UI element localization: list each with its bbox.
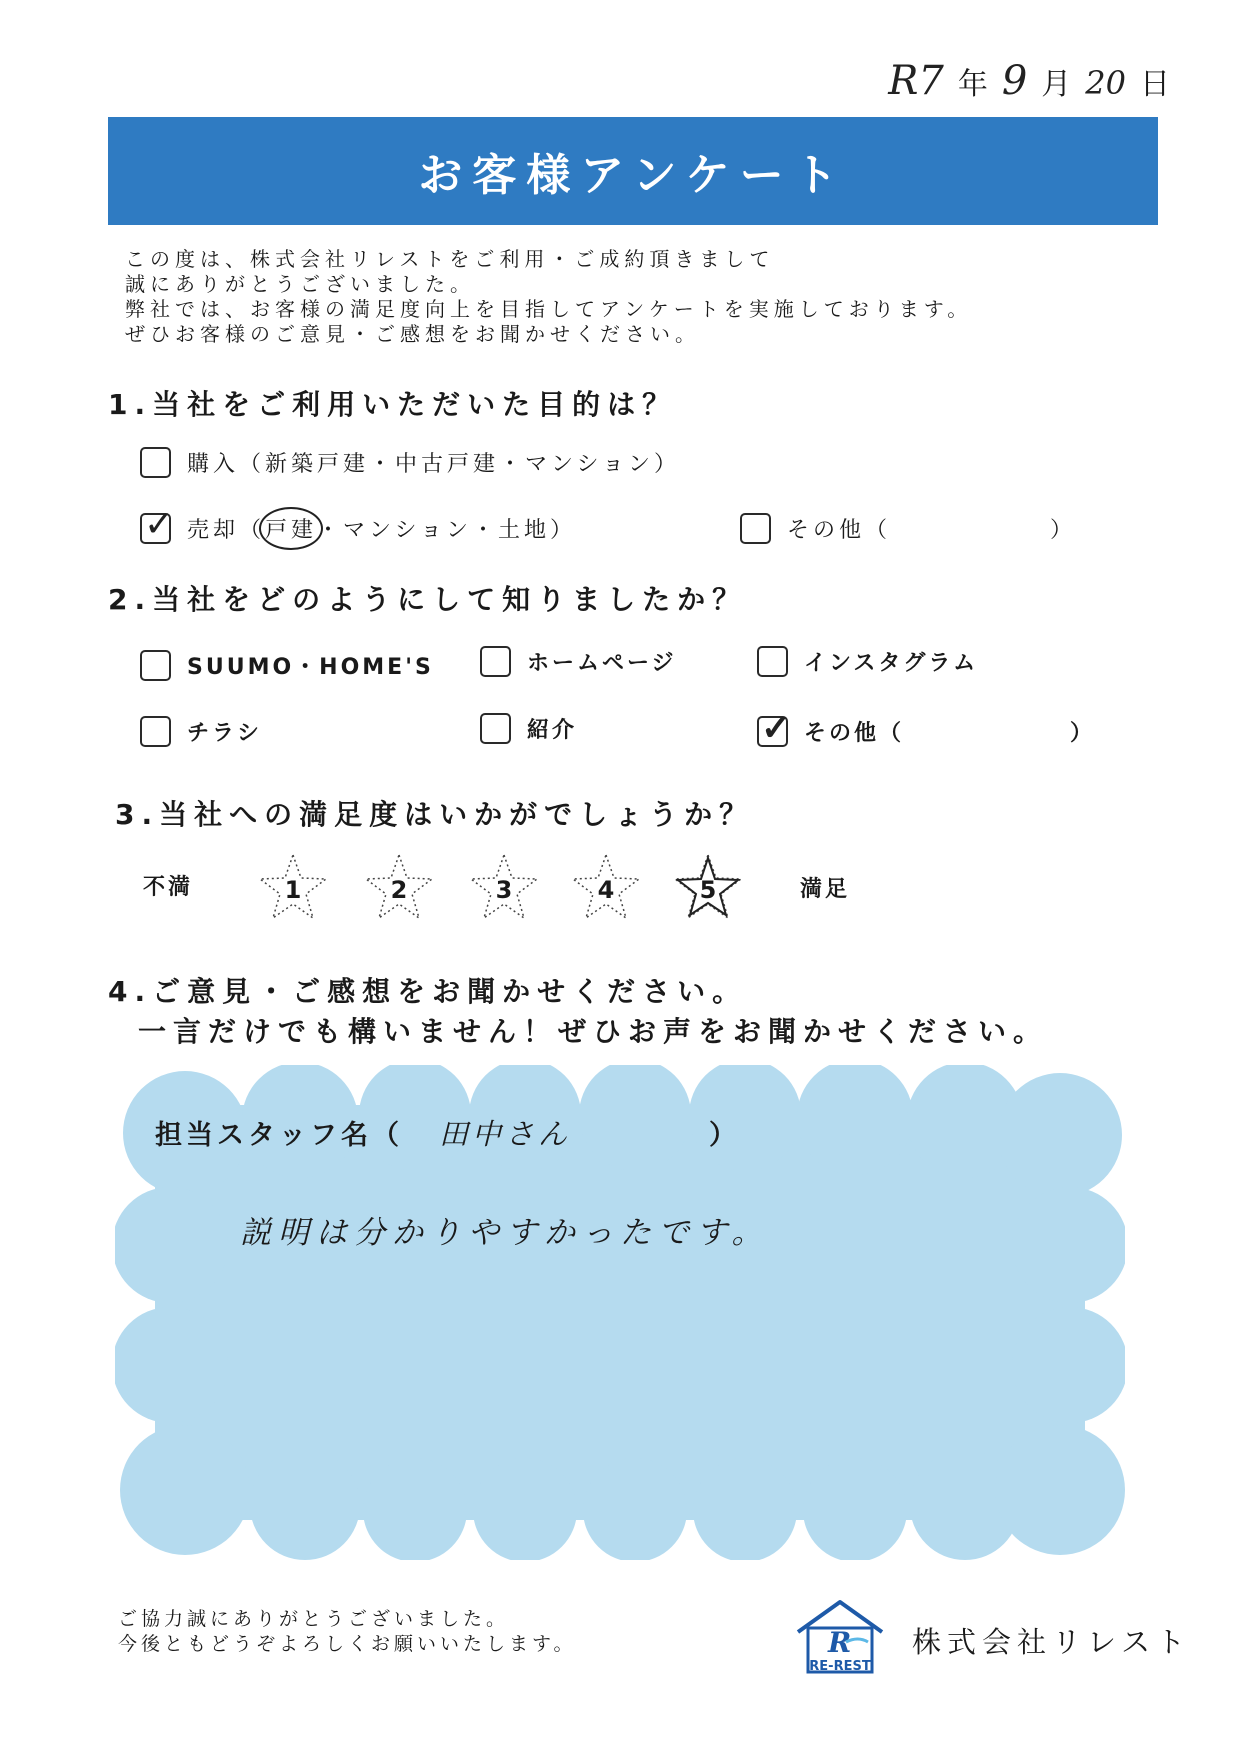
rating-star-4[interactable] xyxy=(570,852,642,922)
option-instagram-label: インスタグラム xyxy=(804,651,979,676)
option-referral-label: 紹介 xyxy=(527,718,578,743)
option-suumo-label: SUUMO・HOME'S xyxy=(187,655,434,680)
option-sale-prefix: 売却（ xyxy=(187,518,266,543)
option-suumo[interactable] xyxy=(140,650,434,681)
rating-star-number: 3 xyxy=(495,876,513,904)
rating-star-1[interactable] xyxy=(257,852,329,922)
footer-thanks xyxy=(118,1607,576,1657)
option-q1-other[interactable] xyxy=(740,513,891,544)
option-sale-suffix: ・マンション・土地） xyxy=(317,518,577,543)
rating-star-2[interactable] xyxy=(363,852,435,922)
company-name: 株式会社リレスト xyxy=(912,1625,1192,1659)
option-flyer-label: チラシ xyxy=(187,721,263,746)
rating-star-3[interactable] xyxy=(468,852,540,922)
checkbox-referral[interactable] xyxy=(480,713,511,744)
footer-line: ご協力誠にありがとうございました。 xyxy=(118,1608,510,1630)
option-q2-other-label: その他（ xyxy=(804,721,905,746)
option-q1-other-label: その他（ xyxy=(787,518,892,543)
option-sale-circled: 戸建 xyxy=(265,513,317,544)
option-q2-other[interactable] xyxy=(757,707,905,749)
company-logo xyxy=(790,1596,890,1678)
intro-line: 弊社では、お客様の満足度向上を目指してアンケートを実施しております。 xyxy=(125,297,973,321)
checkbox-instagram[interactable] xyxy=(757,646,788,677)
rating-star-number: 5 xyxy=(699,876,717,904)
checkbox-purchase[interactable] xyxy=(140,447,171,478)
logo-text: RE-REST xyxy=(809,1659,871,1674)
svg-text:R: R xyxy=(828,1626,852,1659)
checkbox-q2-other[interactable] xyxy=(757,707,795,749)
question-1: 1.当社をご利用いただいた目的は？ xyxy=(108,388,678,421)
option-sale[interactable] xyxy=(140,504,577,545)
check-mark-icon: ✓ xyxy=(761,707,795,749)
option-flyer[interactable] xyxy=(140,716,262,747)
rating-high-label: 満足 xyxy=(800,877,851,902)
date-era-year: R7 xyxy=(888,58,944,104)
intro-line: この度は、株式会社リレストをご利用・ご成約頂きまして xyxy=(125,247,775,271)
staff-name-line xyxy=(155,1112,740,1153)
intro-line: 誠にありがとうございました。 xyxy=(125,272,475,296)
date-month-unit: 月 xyxy=(1041,67,1072,102)
option-purchase-label: 購入（新築戸建・中古戸建・マンション） xyxy=(187,452,681,477)
intro-text xyxy=(125,247,972,347)
staff-label: 担当スタッフ名（ xyxy=(155,1120,403,1151)
footer-line: 今後ともどうぞよろしくお願いいたします。 xyxy=(118,1633,577,1655)
date-year-unit: 年 xyxy=(957,67,988,102)
checkbox-q1-other[interactable] xyxy=(740,513,771,544)
rating-low-label: 不満 xyxy=(143,875,194,900)
rating-star-number: 4 xyxy=(597,876,615,904)
option-homepage[interactable] xyxy=(480,646,677,677)
option-q1-other-close: ） xyxy=(1050,518,1077,543)
checkbox-suumo[interactable] xyxy=(140,650,171,681)
date-line xyxy=(874,58,1170,104)
intro-line: ぜひお客様のご意見・ご感想をお聞かせください。 xyxy=(125,322,700,346)
checkbox-homepage[interactable] xyxy=(480,646,511,677)
page-title: お客様アンケート xyxy=(108,117,1158,225)
option-purchase[interactable] xyxy=(140,447,680,478)
option-referral[interactable] xyxy=(480,713,577,744)
date-month: 9 xyxy=(1001,58,1028,104)
date-day: 20 xyxy=(1085,64,1126,102)
question-3: 3.当社への満足度はいかがでしょうか？ xyxy=(115,798,755,831)
staff-name-handwritten: 田中さん xyxy=(439,1117,572,1151)
rating-star-5[interactable] xyxy=(672,852,744,922)
staff-close: ） xyxy=(709,1120,740,1151)
question-4-line1: 4.ご意見・ご感想をお聞かせください。 xyxy=(108,975,748,1008)
check-mark-icon: ✓ xyxy=(144,504,179,545)
date-day-unit: 日 xyxy=(1140,67,1170,102)
option-instagram[interactable] xyxy=(757,646,978,677)
option-q2-other-close: ） xyxy=(1070,721,1096,746)
comment-handwritten: 説明は分かりやすかったです。 xyxy=(240,1215,770,1251)
checkbox-flyer[interactable] xyxy=(140,716,171,747)
option-homepage-label: ホームページ xyxy=(527,651,677,676)
question-4-line2: 一言だけでも構いません！ぜひお声をお聞かせください。 xyxy=(138,1015,1049,1048)
question-2: 2.当社をどのようにして知りましたか？ xyxy=(108,583,748,616)
checkbox-sale[interactable] xyxy=(140,504,179,545)
rating-star-number: 2 xyxy=(390,876,408,904)
rating-star-number: 1 xyxy=(284,876,302,904)
